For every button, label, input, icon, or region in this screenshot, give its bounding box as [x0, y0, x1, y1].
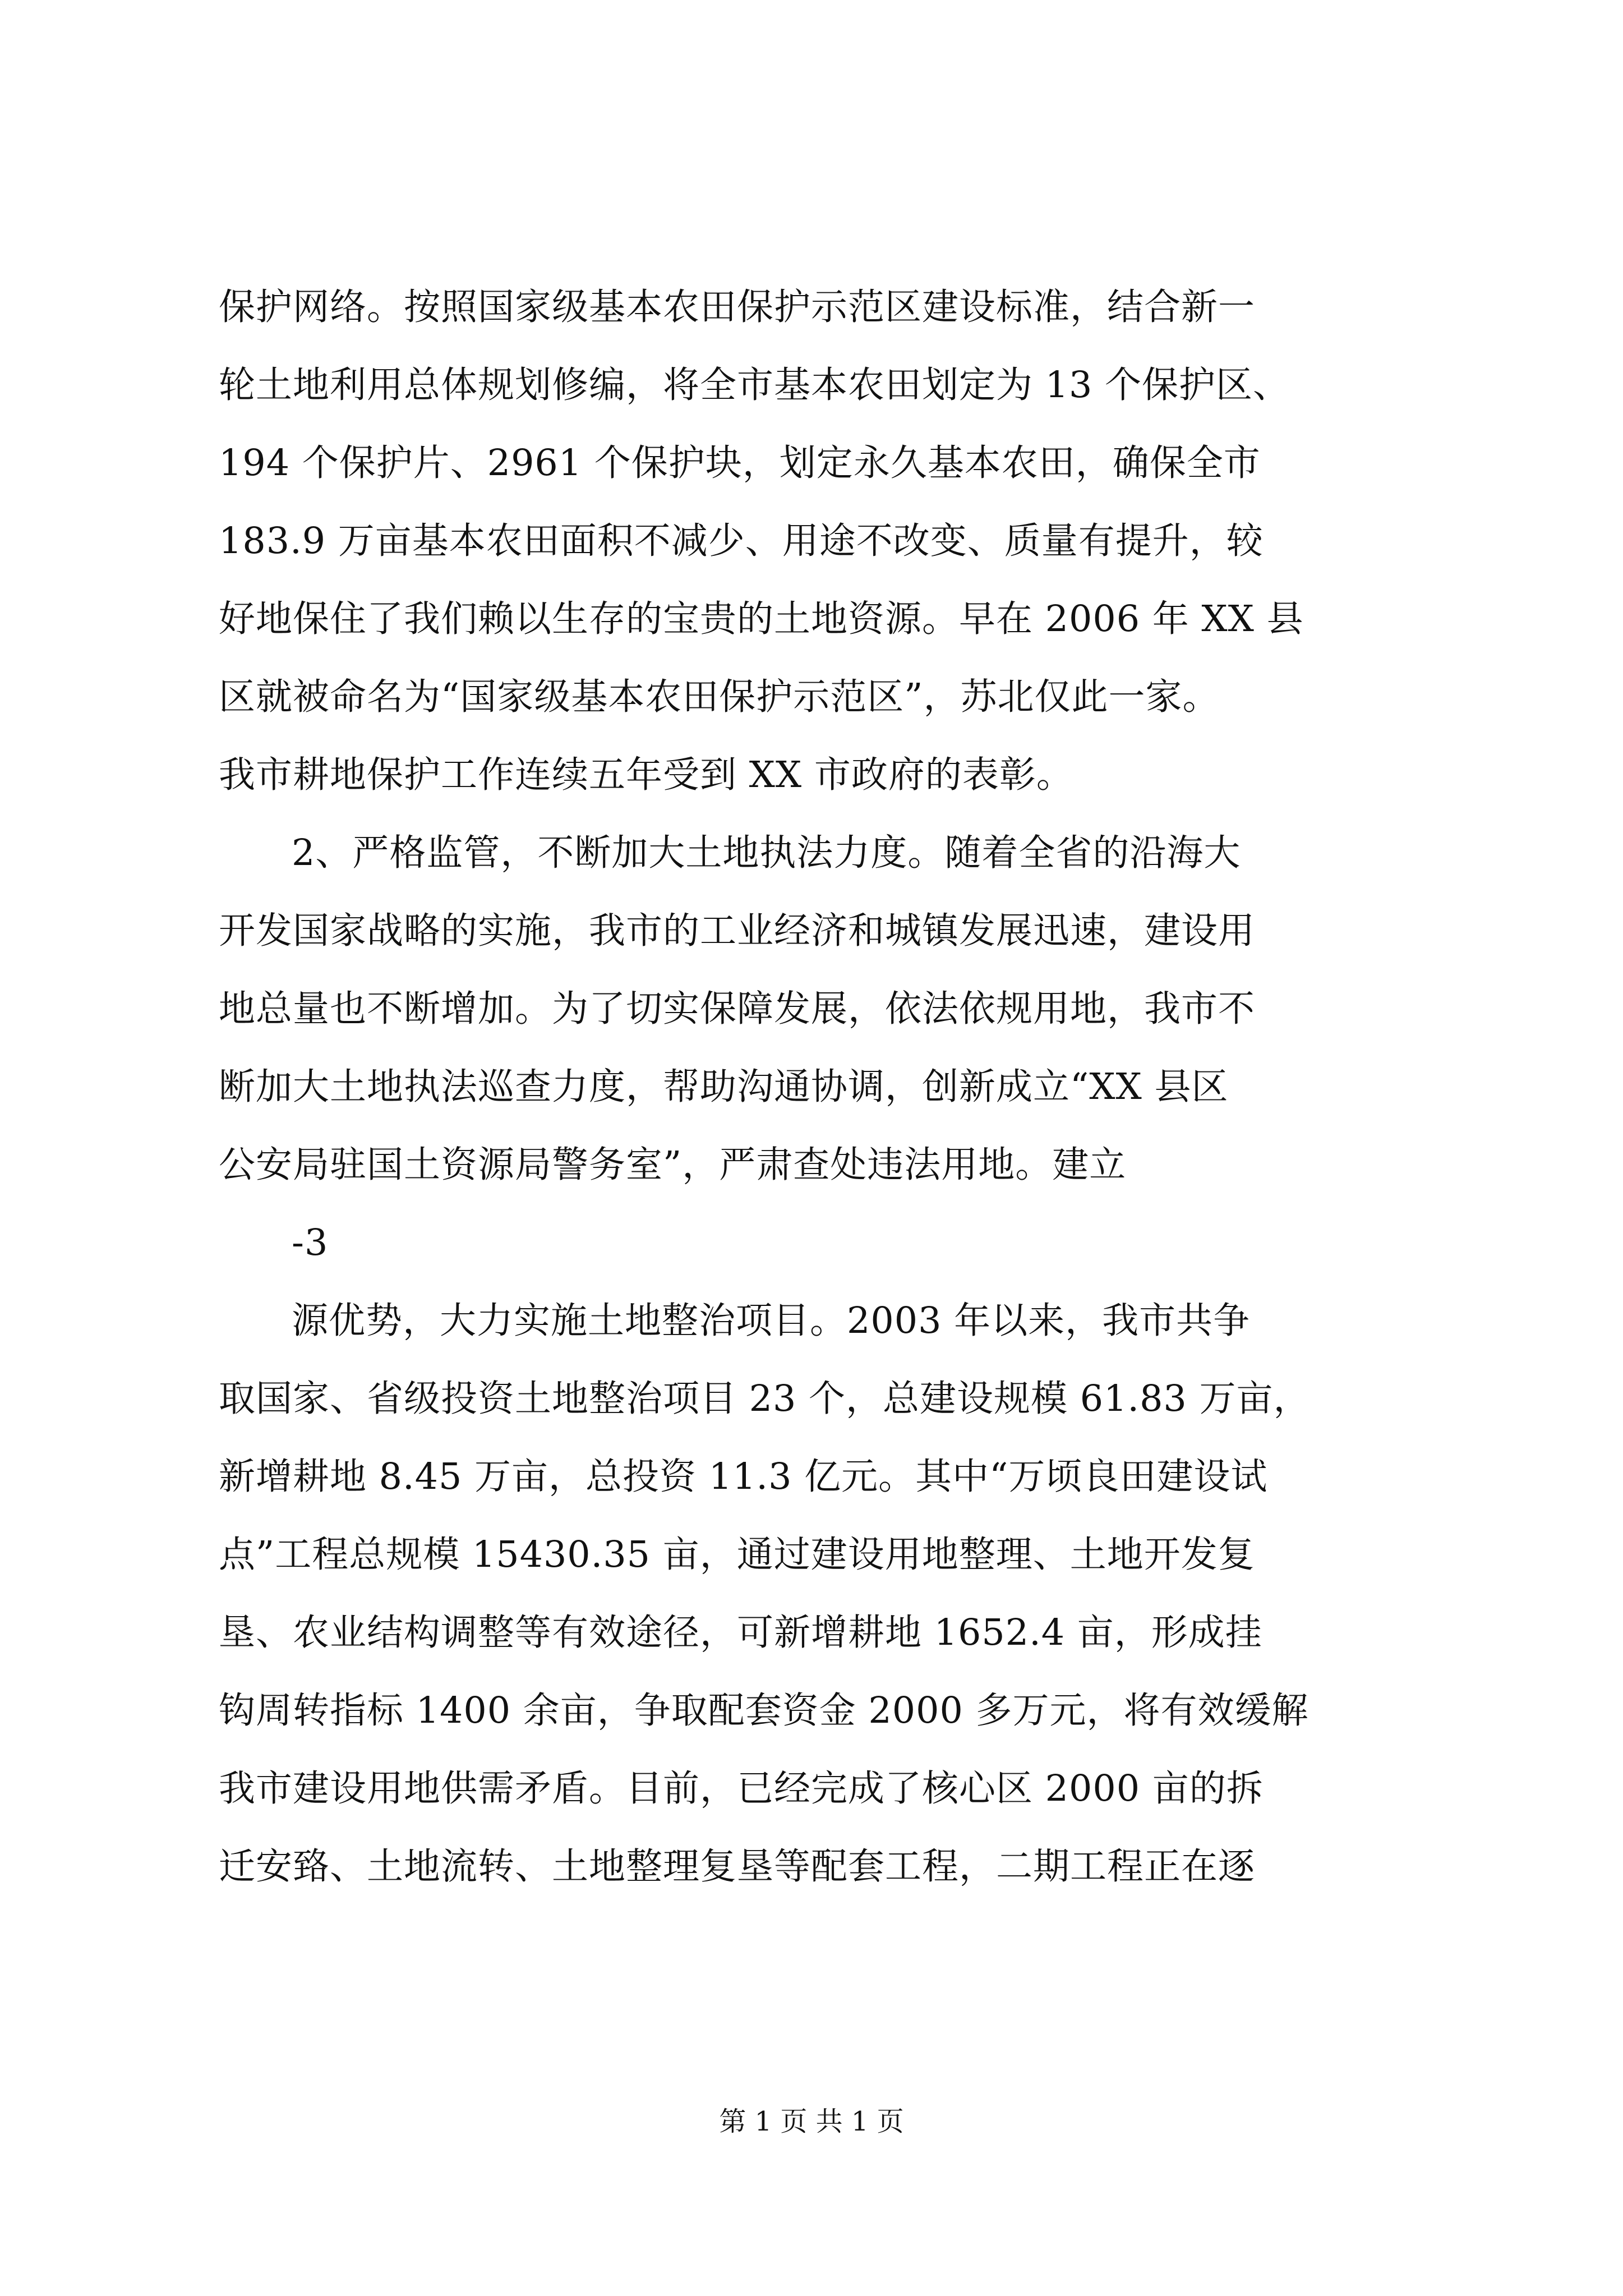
- text-line: 公安局驻国土资源局警务室”，严肃查处违法用地。建立: [219, 1144, 1127, 1186]
- page-marker: -3: [292, 1222, 329, 1264]
- text-line: 点”工程总规模 15430.35 亩，通过建设用地整理、土地开发复: [219, 1534, 1255, 1576]
- text-line: 迁安臵、土地流转、土地整理复垦等配套工程，二期工程正在逐: [219, 1846, 1256, 1888]
- text-line: 保护网络。按照国家级基本农田保护示范区建设标准，结合新一: [219, 286, 1256, 328]
- text-line: 区就被命名为“国家级基本农田保护示范区”，苏北仅此一家。: [219, 676, 1220, 718]
- text-line: 垦、农业结构调整等有效途径，可新增耕地 1652.4 亩，形成挂: [219, 1612, 1262, 1654]
- text-line: 取国家、省级投资土地整治项目 23 个，总建设规模 61.83 万亩，: [219, 1378, 1311, 1420]
- text-line: 地总量也不断增加。为了切实保障发展，依法依规用地，我市不: [219, 988, 1256, 1030]
- text-line: 194 个保护片、2961 个保护块，划定永久基本农田，确保全市: [219, 442, 1261, 484]
- text-line: 钩周转指标 1400 余亩，争取配套资金 2000 多万元，将有效缓解: [219, 1690, 1309, 1732]
- text-line: 好地保住了我们赖以生存的宝贵的土地资源。早在 2006 年 XX 县: [219, 598, 1304, 640]
- text-line: 轮土地利用总体规划修编，将全市基本农田划定为 13 个保护区、: [219, 364, 1290, 406]
- body-text: [219, 268, 1424, 1906]
- text-line: 开发国家战略的实施，我市的工业经济和城镇发展迅速，建设用: [219, 910, 1256, 952]
- paragraph-start-line: 源优势，大力实施土地整治项目。2003 年以来，我市共争: [292, 1300, 1251, 1342]
- text-line: 断加大土地执法巡查力度，帮助沟通协调，创新成立“XX 县区: [219, 1066, 1229, 1108]
- text-line: 183.9 万亩基本农田面积不减少、用途不改变、质量有提升，较: [219, 520, 1264, 562]
- text-line: 我市耕地保护工作连续五年受到 XX 市政府的表彰。: [219, 754, 1073, 796]
- page-footer: [0, 2105, 1623, 2138]
- text-line: 新增耕地 8.45 万亩，总投资 11.3 亿元。其中“万顷良田建设试: [219, 1456, 1268, 1498]
- text-line: 我市建设用地供需矛盾。目前，已经完成了核心区 2000 亩的拆: [219, 1768, 1264, 1810]
- page-number-label: 第 1 页 共 1 页: [719, 2106, 904, 2137]
- paragraph-start-line: 2、严格监管，不断加大土地执法力度。随着全省的沿海大: [292, 832, 1241, 874]
